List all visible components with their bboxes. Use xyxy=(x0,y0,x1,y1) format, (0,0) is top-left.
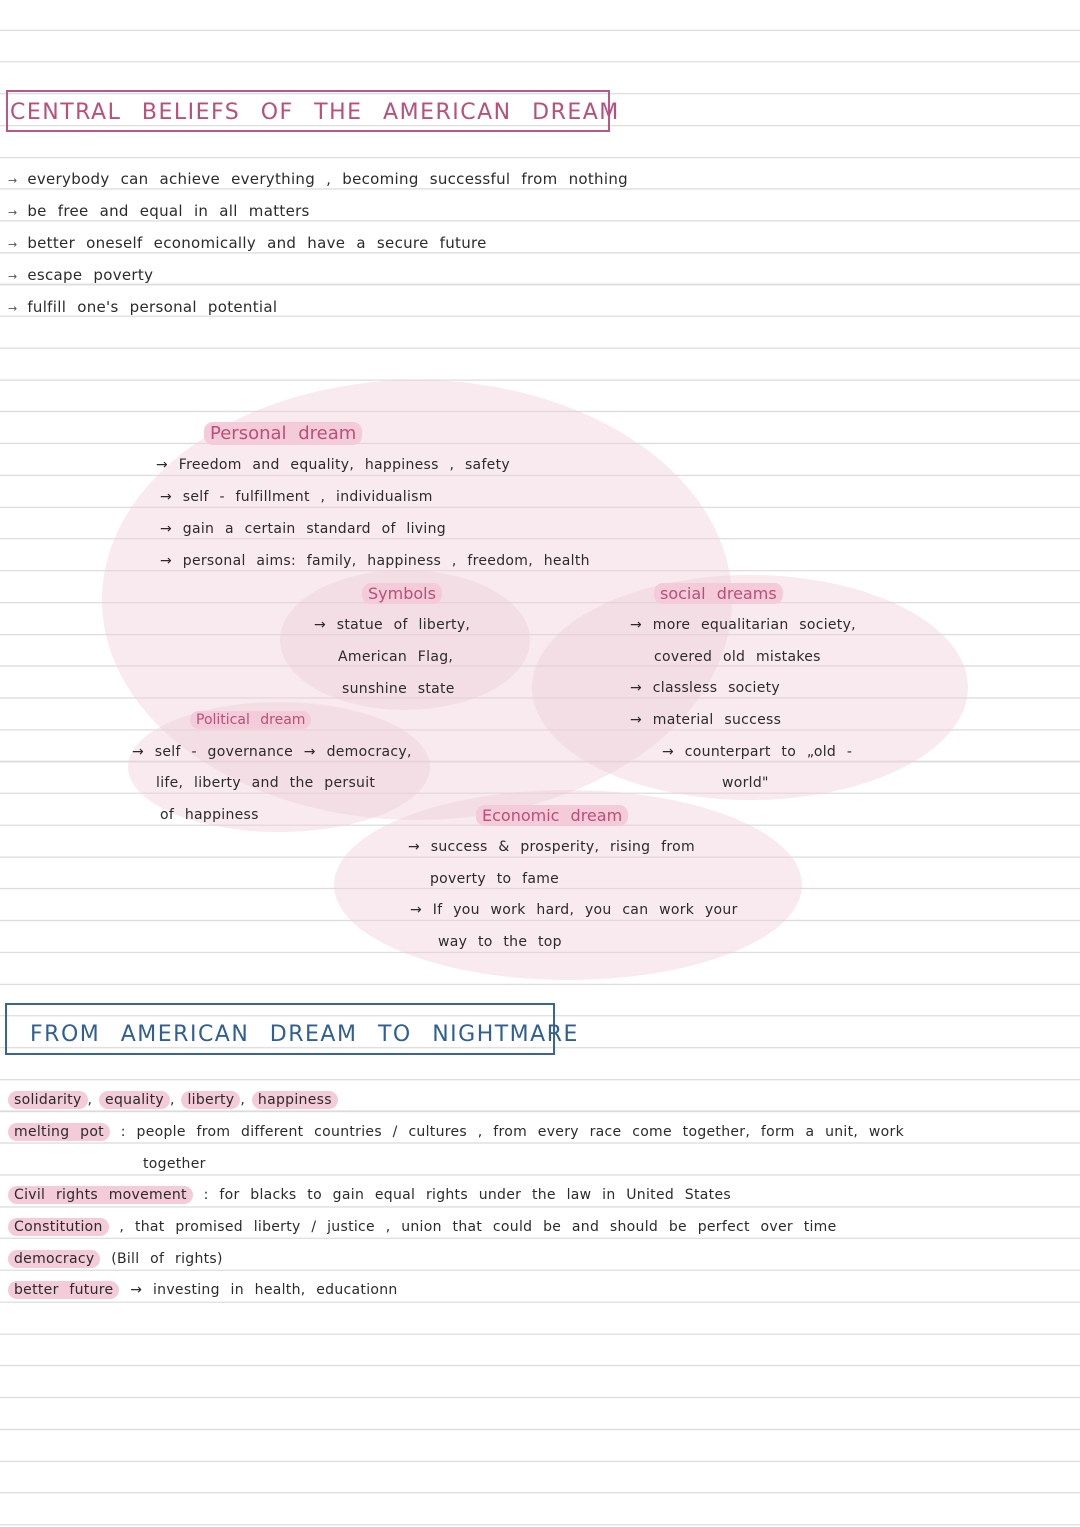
civil-rights-text: for blacks to gain equal rights under the law in United States xyxy=(219,1187,731,1203)
political-line-1: → self - governance → democracy, xyxy=(132,744,412,760)
personal-line-3: → gain a certain standard of living xyxy=(160,521,446,537)
title-nightmare: FROM AMERICAN DREAM TO NIGHTMARE xyxy=(30,1022,579,1047)
symbols-line-3: sunshine state xyxy=(342,681,455,697)
economic-line-3: → If you work hard, you can work your xyxy=(410,902,738,918)
social-line-4: → material success xyxy=(630,712,782,728)
melting-pot-text: people from different countries / cultures , from every race come together, form a unit, work xyxy=(136,1124,904,1140)
constitution-text: that promised liberty / justice , union that could be and should be perfect over time xyxy=(134,1219,837,1235)
better-future-text: → investing in health, educationn xyxy=(130,1282,398,1298)
value-liberty: liberty xyxy=(181,1091,240,1109)
melting-pot-row: melting pot : people from different countries / cultures , from every race come together, form a unit, work xyxy=(8,1124,904,1140)
belief-item-2: → be free and equal in all matters xyxy=(8,202,310,220)
values-row: solidarity , equality , liberty , happiness xyxy=(8,1092,338,1108)
belief-item-5: → fulfill one's personal potential xyxy=(8,298,278,316)
social-line-6: world" xyxy=(722,775,769,791)
symbols-line-1: → statue of liberty, xyxy=(314,617,471,633)
arrow-icon: → xyxy=(8,270,28,283)
symbols-line-2: American Flag, xyxy=(338,649,454,665)
better-future-row xyxy=(8,1282,398,1298)
belief-item-3: → better oneself economically and have a secure future xyxy=(8,234,487,252)
democracy-row xyxy=(8,1251,223,1267)
arrow-icon: → xyxy=(8,302,28,315)
melting-pot-term: melting pot xyxy=(8,1123,110,1141)
personal-dream-heading: Personal dream xyxy=(204,423,362,444)
better-future-term: better future xyxy=(8,1281,119,1299)
symbols-heading: Symbols xyxy=(362,584,442,603)
social-line-1: → more equalitarian society, xyxy=(630,617,856,633)
belief-item-4: → escape poverty xyxy=(8,266,154,284)
social-line-2: covered old mistakes xyxy=(654,649,821,665)
value-happiness: happiness xyxy=(252,1091,338,1109)
value-solidarity: solidarity xyxy=(8,1091,88,1109)
democracy-text: (Bill of rights) xyxy=(111,1251,223,1267)
social-line-5: → counterpart to „old - xyxy=(662,744,853,760)
personal-line-4: → personal aims: family, happiness , freedom, health xyxy=(160,553,590,569)
personal-line-1: → Freedom and equality, happiness , safety xyxy=(156,457,510,473)
democracy-term: democracy xyxy=(8,1250,100,1268)
arrow-icon: → xyxy=(8,238,28,251)
personal-line-2: → self - fulfillment , individualism xyxy=(160,489,433,505)
civil-rights-row: Civil rights movement : for blacks to gain equal rights under the law in United States xyxy=(8,1187,731,1203)
political-line-3: of happiness xyxy=(160,807,259,823)
melting-pot-text-2: together xyxy=(143,1156,206,1172)
constitution-term: Constitution xyxy=(8,1218,109,1236)
social-line-3: → classless society xyxy=(630,680,781,696)
civil-rights-term: Civil rights movement xyxy=(8,1186,193,1204)
value-equality: equality xyxy=(99,1091,170,1109)
belief-item-1: → everybody can achieve everything , becoming successful from nothing xyxy=(8,170,628,188)
social-dreams-heading: social dreams xyxy=(654,584,783,603)
arrow-icon: → xyxy=(8,206,28,219)
title-beliefs: CENTRAL BELIEFS OF THE AMERICAN DREAM xyxy=(10,100,620,125)
political-line-2: life, liberty and the persuit xyxy=(156,775,376,791)
arrow-icon: → xyxy=(8,174,28,187)
constitution-row: Constitution , that promised liberty / justice , union that could be and should be perfect over time xyxy=(8,1219,837,1235)
economic-line-1: → success & prosperity, rising from xyxy=(408,839,695,855)
economic-dream-heading: Economic dream xyxy=(476,806,628,825)
economic-line-4: way to the top xyxy=(438,934,562,950)
political-dream-heading: Political dream xyxy=(190,712,311,728)
economic-line-2: poverty to fame xyxy=(430,871,560,887)
